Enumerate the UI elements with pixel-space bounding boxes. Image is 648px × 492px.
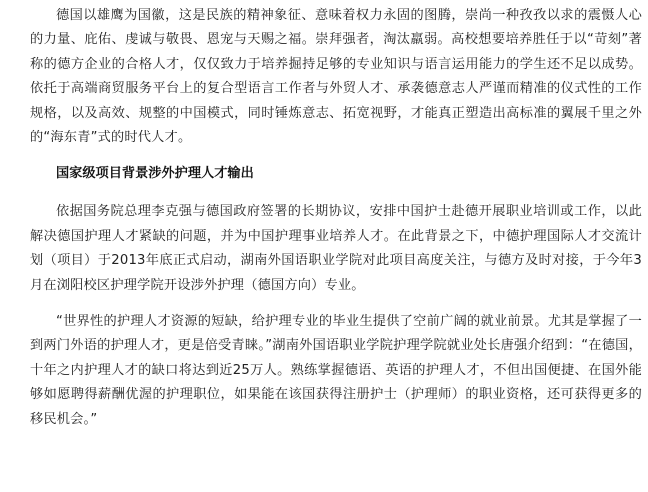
paragraph-eagle-symbol: 德国以雄鹰为国徽，这是民族的精神象征、意味着权力永固的图腾，崇尚一种孜孜以求的震慑人心的力量、庇佑、虔诚与敬畏、恩宠与天赐之福。崇拜强者，淘汰羸弱。高校想要培养胜任于以“苛刻”著称的德方企业的合格人才，仅仅致力于培养掘持足够的专业知识与语言运用能力的学生还不足以成势。依托于高端商贸服务平台上的复合型语言工作者与外贸人才、承袭德意志人严谨而精准的仪式性的工作规格，以及高效、规整的中国模式，同时锤炼意志、拓宽视野，才能真正塑造出高标准的翼展千里之外的“海东青”式的时代人才。 [30,8,642,146]
paragraph-project-background: 依据国务院总理李克强与德国政府签署的长期协议，安排中国护士赴德开展职业培训或工作，以此解决德国护理人才紧缺的问题，并为中国护理事业培养人才。在此背景之下，中德护理国际人才交流计划（项目）于2013年底正式启动，湖南外国语职业学院对此项目高度关注，与德方及时对接，于今年3月在浏阳校区护理学院开设涉外护理（德国方向）专业。 [30,204,642,293]
section-heading: 国家级项目背景涉外护理人才输出 [56,166,254,182]
paragraph-employment-prospects: “世界性的护理人才资源的短缺，给护理专业的毕业生提供了空前广阔的就业前景。尤其是掌握了一到两门外语的护理人才，更是倍受青睐。”湖南外国语职业学院护理学院就业处长唐强介绍到：“在德国，十年之内护理人才的缺口将达到近25万人。熟练掌握德语、英语的护理人才，不但出国便捷、在国外能够如愿聘得薪酬优渥的护理职位，如果能在该国获得注册护士（护理师）的职业资格，还可获得更多的移民机会。” [30,314,642,427]
